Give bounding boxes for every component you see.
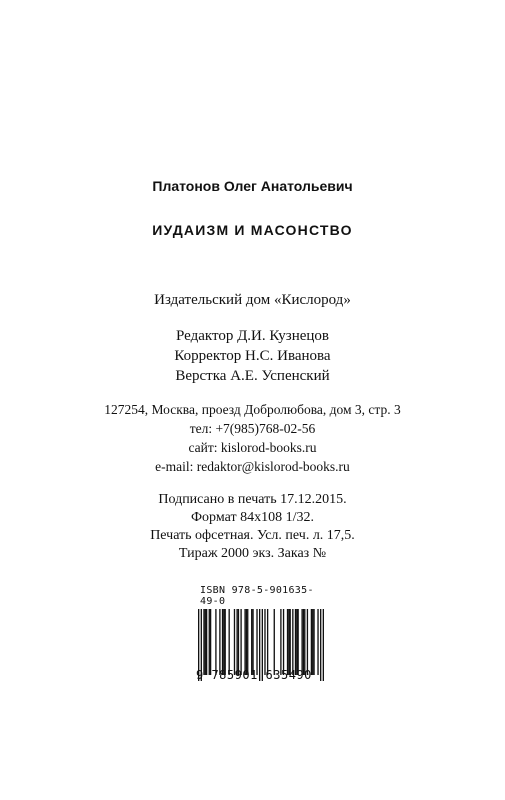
phone-line: тел: +7(985)768-02-56 <box>189 421 316 436</box>
isbn-text: ISBN 978-5-901635-49-0 <box>200 585 314 607</box>
author-name: Платонов Олег Анатольевич <box>152 178 353 194</box>
circulation-line: Тираж 2000 экз. Заказ № <box>178 546 327 561</box>
barcode-bar <box>210 609 211 675</box>
print-type-line: Печать офсетная. Усл. печ. л. 17,5. <box>150 528 355 543</box>
barcode-bar <box>295 609 296 675</box>
barcode-bar <box>219 609 220 675</box>
barcode-bar <box>256 609 257 675</box>
barcode-bar <box>215 609 216 675</box>
barcode-bar <box>240 609 241 675</box>
layout-line: Верстка А.Е. Успенский <box>175 368 330 384</box>
barcode-bar <box>311 609 312 675</box>
editor-line: Редактор Д.И. Кузнецов <box>175 328 329 344</box>
proofreader-line: Корректор Н.С. Иванова <box>174 348 331 364</box>
email-line: e-mail: redaktor@kislorod-books.ru <box>155 459 350 474</box>
barcode-bar <box>246 609 247 675</box>
barcode-bar <box>223 609 224 675</box>
address-block <box>0 400 505 476</box>
barcode-bar <box>292 609 293 675</box>
barcode-bar <box>264 609 265 675</box>
credits-block <box>0 326 505 386</box>
barcode-bar <box>209 609 210 675</box>
barcode-bar <box>283 609 284 675</box>
barcode-bar <box>247 609 248 675</box>
barcode-bar <box>301 609 302 675</box>
barcode-bar <box>225 609 226 675</box>
barcode-bar <box>307 609 308 675</box>
printing-info <box>0 491 505 563</box>
isbn-block <box>196 585 326 681</box>
barcode-bar <box>296 609 297 675</box>
barcode-bar <box>244 609 245 675</box>
barcode-bar <box>312 609 313 675</box>
barcode-bar <box>238 609 239 675</box>
publisher-name: Издательский дом «Кислород» <box>154 292 351 308</box>
barcode-bar <box>274 609 275 675</box>
barcode-bar <box>280 609 281 675</box>
barcode-bar <box>205 609 206 675</box>
barcode-bar <box>251 609 252 675</box>
barcode-bar <box>229 609 230 675</box>
signed-to-print-line: Подписано в печать 17.12.2015. <box>158 492 347 507</box>
barcode-bar <box>222 609 223 675</box>
book-title: ИУДАИЗМ И МАСОНСТВО <box>152 222 353 238</box>
barcode-number: 9 785901 635490 <box>196 668 312 682</box>
barcode-bar <box>287 609 288 675</box>
barcode-bar <box>290 609 291 675</box>
barcode-bar <box>297 609 298 675</box>
barcode-bar <box>267 609 268 675</box>
barcode-bar <box>304 609 305 675</box>
barcode-bar <box>303 609 304 675</box>
barcode-bar <box>236 609 237 675</box>
barcode-bar <box>206 609 207 675</box>
address-line: 127254, Москва, проезд Добролюбова, дом 3, стр. 3 <box>104 402 401 417</box>
barcode-bar <box>313 609 314 675</box>
barcode-bar <box>288 609 289 675</box>
barcode-bar <box>252 609 253 675</box>
format-line: Формат 84x108 1/32. <box>191 510 314 525</box>
barcode-bar <box>234 609 235 675</box>
barcode-bar <box>203 609 204 675</box>
website-line: сайт: kislorod-books.ru <box>188 440 317 455</box>
barcode-bar <box>317 609 318 675</box>
